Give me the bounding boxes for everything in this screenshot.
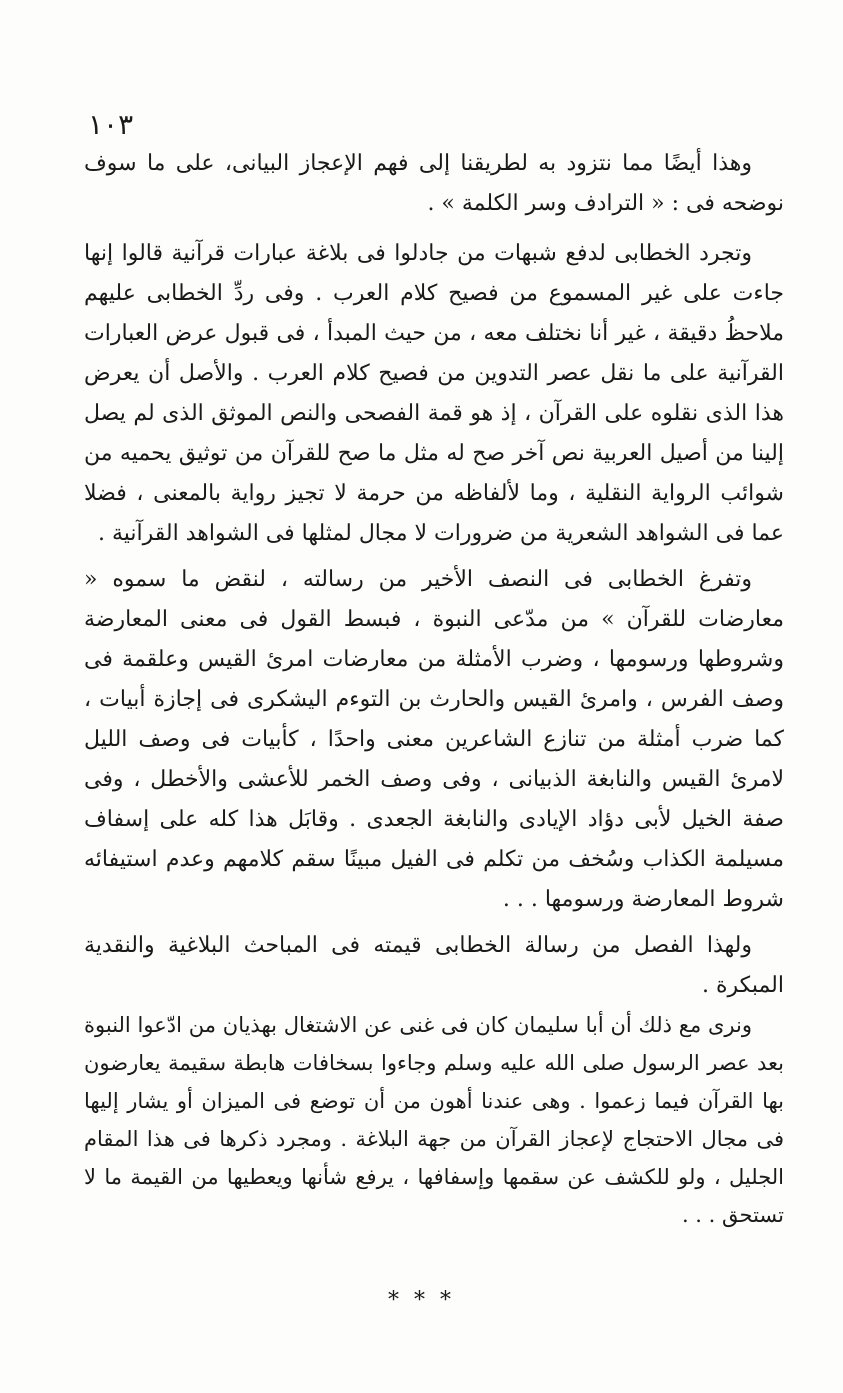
paragraph: وتجرد الخطابى لدفع شبهات من جادلوا فى بلاغة عبارات قرآنية قالوا إنها جاءت على غير المسموع من فصيح كلام العرب . وفى ردِّ الخطابى عليهم ملاحظُ دقيقة ، غير أنا نختلف معه ، من حيث المبدأ ، فى قبول عرض العبارات القرآنية على ما نقل عصر التدوين من فصيح كلام العرب . والأصل أن يعرض هذا الذى نقلوه على القرآن ، إذ هو قمة الفصحى والنص الموثق الذى لم يصل إلينا من أصيل العربية نص آخر صح له مثل ما صح للقرآن من توثيق يحميه من شوائب الرواية النقلية ، وما لألفاظه من حرمة لا تجيز رواية بالمعنى ، فضلا عما فى الشواهد الشعرية من ضرورات لا مجال لمثلها فى الشواهد القرآنية .	[84, 241, 784, 546]
paragraph: وتفرغ الخطابى فى النصف الأخير من رسالته ، لنقض ما سموه « معارضات للقرآن » من مدّعى النبوة ، فبسط القول فى معنى المعارضة وشروطها ورسومها ، وضرب الأمثلة من معارضات امرئ القيس وعلقمة فى وصف الفرس ، وامرئ القيس والحارث بن التوءم اليشكرى فى إجازة أبيات ، كما ضرب أمثلة من تنازع الشاعرين معنى واحدًا ، كأبيات فى وصف الليل لامرئ القيس والنابغة الذبيانى ، وفى وصف الخمر للأعشى والأخطل ، وفى صفة الخيل لأبى دؤاد الإيادى والنابغة الجعدى . وقابَل هذا كله على إسفاف مسيلمة الكذاب وسُخف من تكلم فى الفيل مبينًا سقم كلامهم وعدم استيفائه شروط المعارضة ورسومها . . .	[84, 567, 784, 912]
paragraph: ولهذا الفصل من رسالة الخطابى قيمته فى المباحث البلاغية والنقدية المبكرة .	[84, 933, 784, 998]
paragraph: ونرى مع ذلك أن أبا سليمان كان فى غنى عن الاشتغال بهذيان من ادّعوا النبوة بعد عصر الرسول صلى الله عليه وسلم وجاءوا بسخافات هابطة سقيمة يعارضون بها القرآن فيما زعموا . وهى عندنا أهون من أن توضع فى الميزان أو يشار إليها فى مجال الاحتجاج لإعجاز القرآن من جهة البلاغة . ومجرد ذكرها فى هذا المقام الجليل ، ولو للكشف عن سقمها وإسفافها ، يرفع شأنها ويعطيها من القيمة ما لا تستحق . . .	[84, 1013, 784, 1227]
body-text	[84, 144, 784, 1234]
page-number: ١٠٣	[88, 108, 134, 141]
section-separator: * * *	[388, 1288, 455, 1313]
paragraph: وهذا أيضًا مما نتزود به لطريقنا إلى فهم الإعجاز البيانى، على ما سوف نوضحه فى : « الترادف وسر الكلمة » .	[84, 151, 784, 216]
